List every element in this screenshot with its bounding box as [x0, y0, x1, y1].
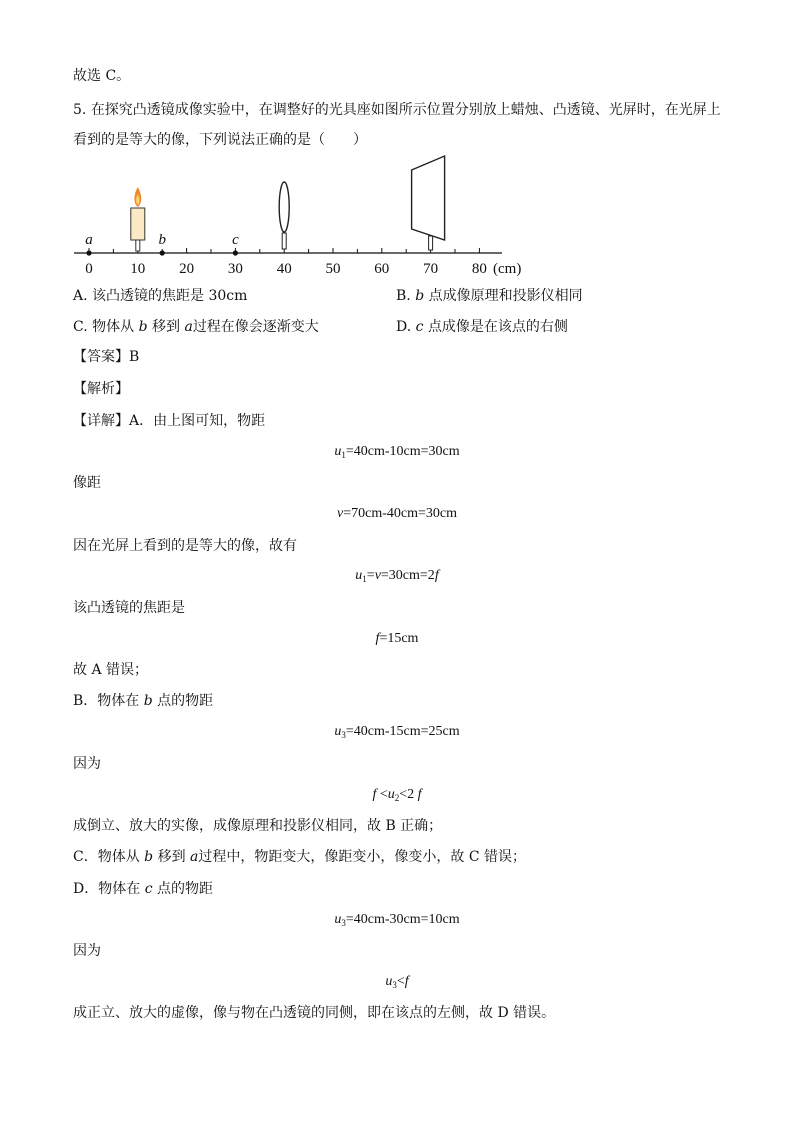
option-c-post: 过程在像会逐渐变大 — [192, 319, 319, 335]
point-b-dot — [160, 250, 165, 255]
answer-line — [73, 348, 139, 366]
bench-tick-labels — [85, 261, 487, 277]
bench-points — [85, 232, 239, 256]
b-conclusion-line: 成倒立、放大的实像，成像原理和投影仪相同，故 B 正确； — [73, 818, 443, 834]
point-a-dot — [86, 250, 91, 255]
detail-intro — [73, 412, 265, 430]
because-line-2: 因为 — [73, 943, 101, 959]
equation-f — [0, 630, 794, 648]
tick-label: 0 — [85, 261, 93, 277]
d-intro-post: 点的物距 — [156, 881, 213, 897]
c-analysis-line — [73, 848, 526, 866]
light-screen — [412, 156, 445, 250]
candle — [131, 187, 145, 251]
analysis-line: 【解析】 — [73, 381, 129, 397]
candle-stand — [136, 240, 140, 251]
equation-u1-v — [0, 567, 794, 588]
c-analysis-var1: b — [144, 849, 154, 865]
eq1-rest: =40cm-10cm=30cm — [345, 444, 460, 459]
eq2-var: v — [337, 506, 344, 521]
image-distance-label: 像距 — [73, 475, 101, 491]
option-b-text: 点成像原理和投影仪相同 — [428, 288, 583, 304]
eq1-sub: 1 — [341, 450, 346, 460]
convex-lens — [279, 182, 289, 249]
tick-label: 40 — [276, 261, 292, 277]
lens-body — [279, 182, 289, 232]
eq3-mid2: =30cm=2 — [380, 568, 435, 583]
eq3-var3: f — [434, 568, 439, 583]
eq8-lt: < — [396, 974, 405, 989]
point-b-label: b — [158, 232, 166, 248]
question-text-1: 在探究凸透镜成像实验中，在调整好的光具座如图所示位置分别放上蜡烛、凸透镜、光屏时，在光屏上 — [90, 102, 721, 118]
eq6-var3: f — [417, 787, 422, 802]
inequality-b — [0, 786, 794, 807]
tick-label: 80 — [471, 261, 487, 277]
eq2-rest: =70cm-40cm=30cm — [343, 506, 457, 521]
c-analysis-var2: a — [190, 849, 199, 865]
option-d — [396, 318, 568, 336]
equation-u3-c — [0, 911, 794, 932]
prev-answer-line: 故选 C。 — [73, 68, 131, 84]
eq7-var: u — [334, 912, 342, 927]
option-c — [73, 318, 319, 336]
eq8-var1: u — [385, 974, 393, 989]
option-b-var: b — [415, 288, 425, 304]
optical-bench-diagram — [0, 0, 794, 290]
unit-label: (cm) — [493, 261, 522, 277]
tick-label: 20 — [179, 261, 195, 277]
answer-value: B — [129, 349, 140, 365]
eq6-var2: u — [387, 787, 395, 802]
equation-u3-b — [0, 723, 794, 744]
question-number: 5. — [73, 102, 87, 118]
eq3-sub: 1 — [362, 574, 367, 584]
equation-u1 — [0, 443, 794, 464]
b-intro-var: b — [143, 693, 153, 709]
eq4-rest: =15cm — [379, 631, 419, 646]
d-conclusion-line: 成正立、放大的虚像，像与物在凸透镜的同侧，即在该点的左侧，故 D 错误。 — [73, 1005, 556, 1021]
option-c-mid: 移到 — [152, 319, 180, 335]
option-a-label: A. — [73, 288, 88, 304]
eq8-sub: 3 — [392, 980, 397, 990]
tick-label: 70 — [423, 261, 439, 277]
inequality-c — [0, 973, 794, 994]
eq6-var1: f — [372, 787, 377, 802]
eq3-var1: u — [355, 568, 363, 583]
option-a-text: 该凸透镜的焦距是 30cm — [92, 288, 248, 304]
screen-panel — [412, 156, 445, 240]
option-b-label: B. — [396, 288, 411, 304]
point-c-label: c — [232, 232, 239, 248]
eq5-sub: 3 — [341, 730, 346, 740]
detail-a-intro: A．由上图可知，物距 — [129, 413, 266, 429]
b-intro-line — [73, 692, 213, 710]
tick-label: 30 — [227, 261, 243, 277]
c-analysis-post: 过程中，物距变大，像距变小，像变小，故 C 错误； — [198, 849, 527, 865]
option-c-var2: a — [184, 319, 193, 335]
b-intro-pre: B．物体在 — [73, 693, 140, 709]
d-intro-var: c — [144, 881, 153, 897]
question-line-2: 看到的是等大的像，下列说法正确的是（ ） — [73, 132, 367, 148]
because-line-1: 因为 — [73, 756, 101, 772]
eq7-rest: =40cm-30cm=10cm — [345, 912, 460, 927]
candle-body — [131, 208, 145, 240]
screen-stand — [429, 236, 433, 250]
d-intro-pre: D．物体在 — [73, 881, 141, 897]
option-d-text: 点成像是在该点的右侧 — [427, 319, 568, 335]
b-intro-post: 点的物距 — [157, 693, 214, 709]
c-analysis-pre: C．物体从 — [73, 849, 140, 865]
answer-tag: 【答案】 — [73, 349, 129, 365]
tick-label: 60 — [374, 261, 390, 277]
because-equal-line: 因在光屏上看到的是等大的像，故有 — [73, 538, 297, 554]
option-c-var1: b — [138, 319, 148, 335]
option-c-label: C. — [73, 319, 88, 335]
eq1-var: u — [334, 444, 342, 459]
lens-stand — [282, 233, 286, 249]
tick-label: 50 — [325, 261, 341, 277]
eq7-sub: 3 — [341, 918, 346, 928]
eq6-sub: 2 — [394, 793, 400, 803]
equation-v — [0, 505, 794, 523]
eq6-lt1: < — [376, 787, 388, 802]
point-a-label: a — [85, 232, 93, 248]
eq5-var: u — [334, 724, 342, 739]
eq4-var: f — [375, 631, 380, 646]
point-c-dot — [233, 250, 238, 255]
option-a — [73, 287, 247, 305]
d-intro-line — [73, 880, 213, 898]
c-analysis-mid: 移到 — [157, 849, 186, 865]
focal-length-label: 该凸透镜的焦距是 — [73, 600, 185, 616]
eq3-var2: v — [374, 568, 381, 583]
eq8-var2: f — [404, 974, 409, 989]
eq5-rest: =40cm-15cm=25cm — [345, 724, 460, 739]
detail-tag: 【详解】 — [73, 413, 129, 429]
a-wrong-line: 故 A 错误； — [73, 662, 149, 678]
eq3-mid: = — [366, 568, 375, 583]
option-c-pre: 物体从 — [92, 319, 135, 335]
option-d-label: D. — [396, 319, 412, 335]
tick-label: 10 — [130, 261, 146, 277]
eq6-lt2: <2 — [399, 787, 418, 802]
option-b — [396, 287, 583, 305]
option-d-var: c — [415, 319, 424, 335]
